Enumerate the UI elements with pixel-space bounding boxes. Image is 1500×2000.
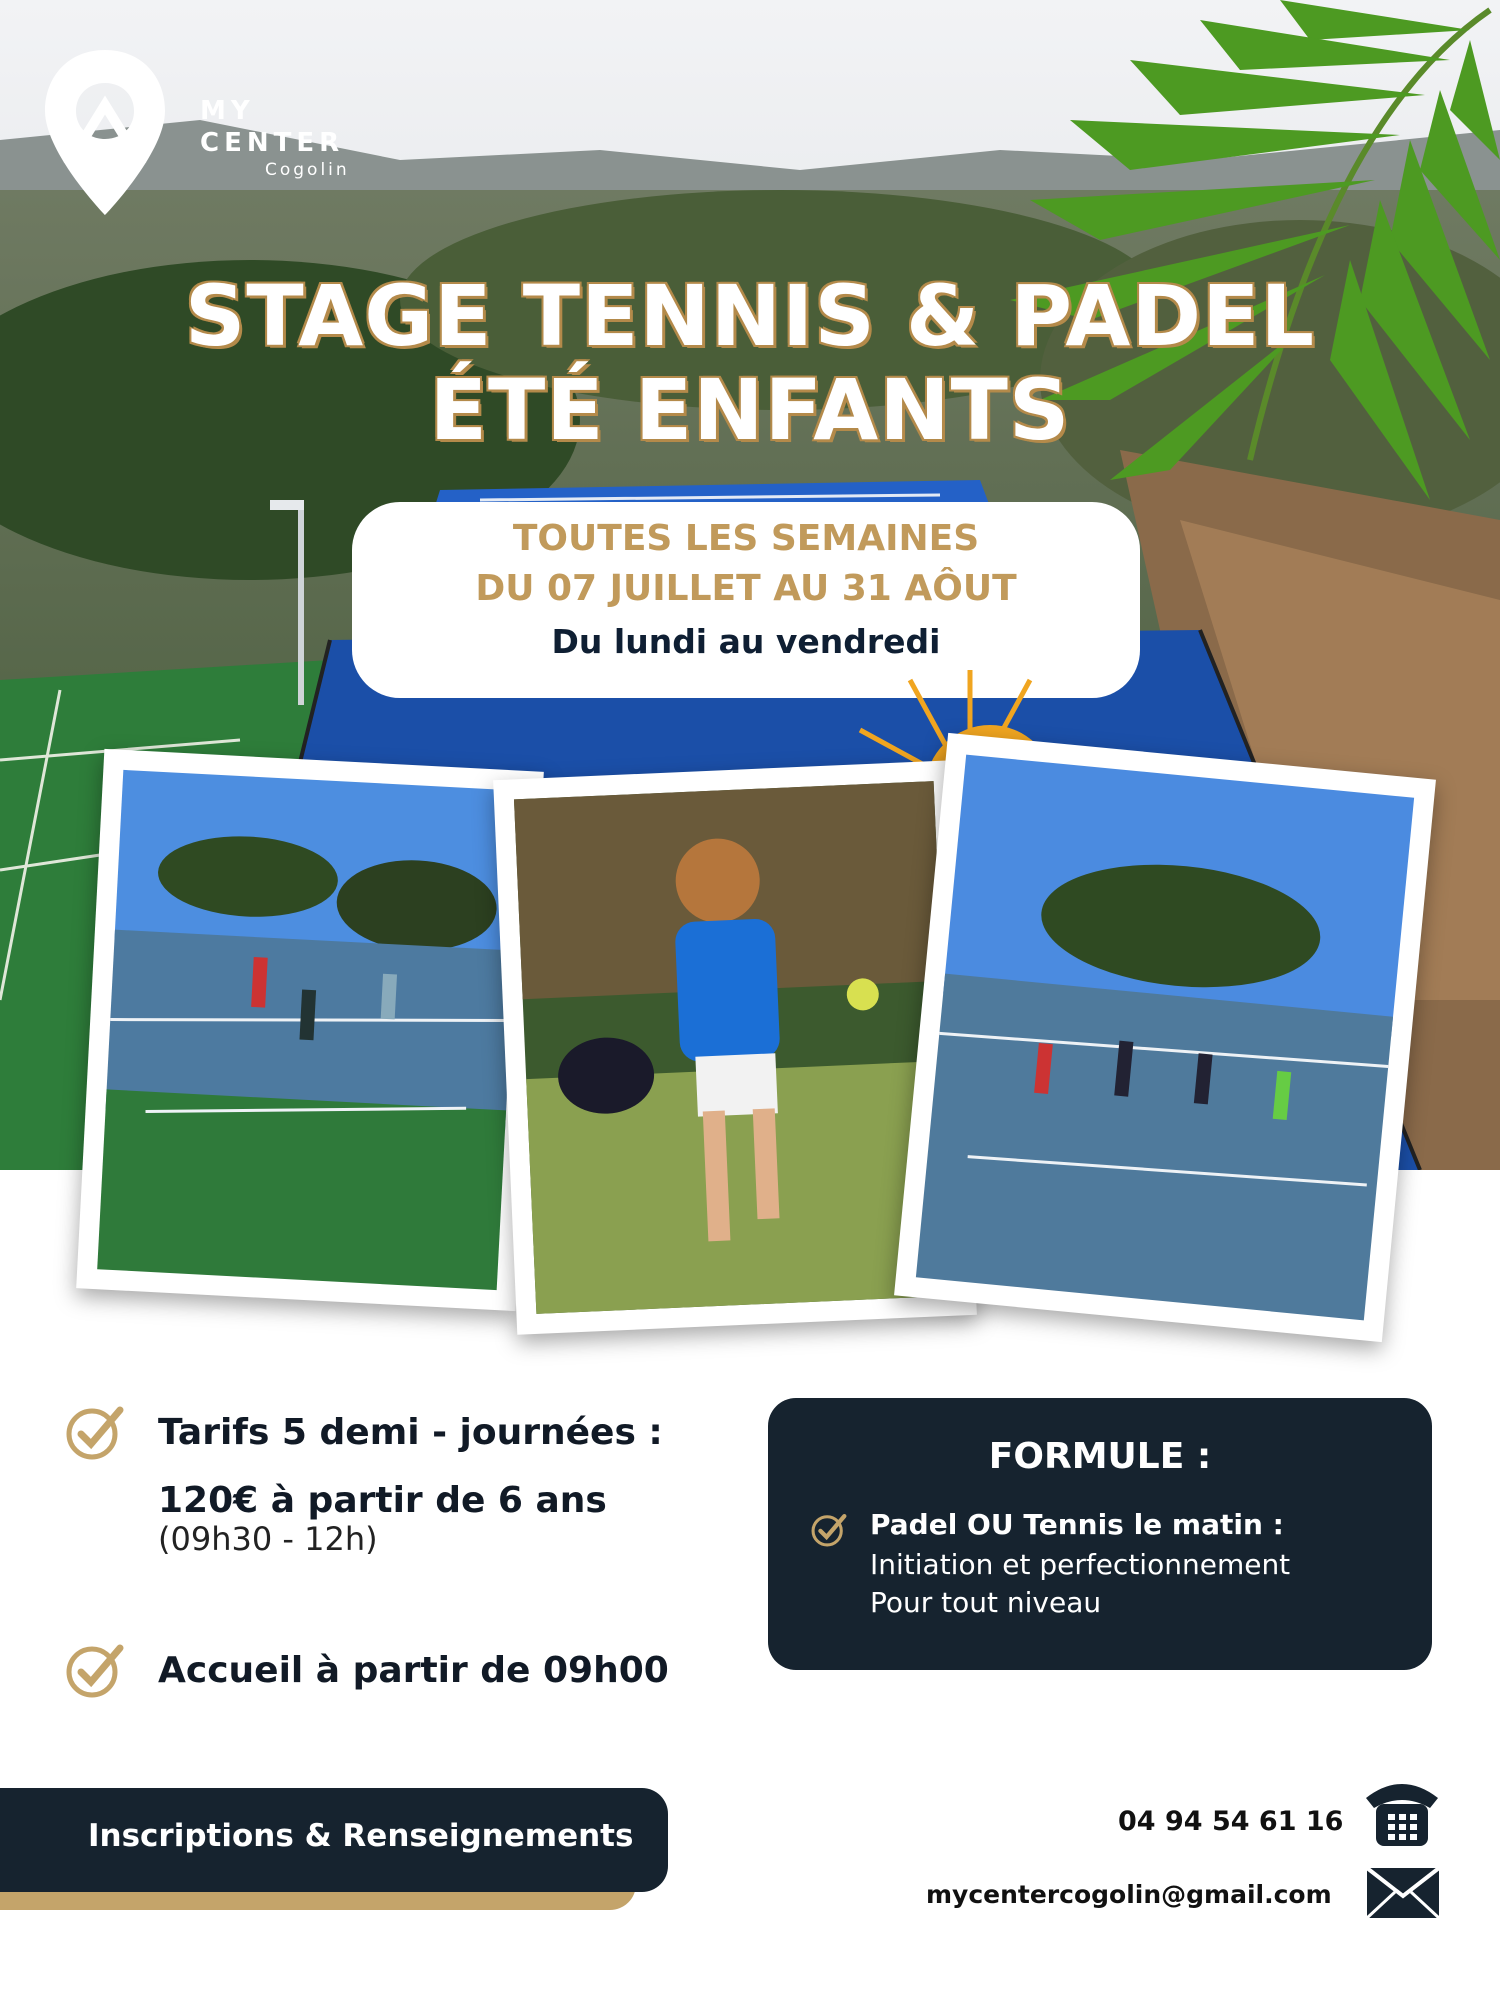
hours: (09h30 - 12h)	[158, 1520, 378, 1558]
photo-tennis-court-right	[894, 733, 1436, 1342]
dates-line3: Du lundi au vendredi	[551, 622, 941, 661]
page-title-line1: STAGE TENNIS & PADEL	[184, 267, 1316, 365]
envelope-icon	[1365, 1864, 1441, 1922]
formule-item-title: Padel OU Tennis le matin :	[870, 1508, 1284, 1541]
brand-logo	[40, 45, 420, 225]
formule-title: FORMULE :	[988, 1436, 1212, 1477]
dates-line2: DU 07 JUILLET AU 31 AÔUT	[475, 568, 1017, 609]
formule-box	[768, 1398, 1432, 1670]
phone-number[interactable]: 04 94 54 61 16	[1118, 1806, 1344, 1837]
inscriptions-label: Inscriptions & Renseignements	[88, 1818, 634, 1854]
price: 120€ à partir de 6 ans	[158, 1480, 607, 1521]
check-icon	[64, 1400, 126, 1462]
dates-line1: TOUTES LES SEMAINES	[512, 518, 980, 559]
page-title-line2: ÉTÉ ENFANTS	[429, 361, 1071, 459]
email-address[interactable]: mycentercogolin@gmail.com	[926, 1880, 1332, 1909]
check-icon	[64, 1638, 126, 1700]
accueil-text: Accueil à partir de 09h00	[158, 1650, 669, 1691]
telephone-icon	[1362, 1770, 1442, 1850]
check-icon	[810, 1510, 848, 1548]
photo-tennis-court-left	[76, 749, 544, 1311]
location-pin-icon	[40, 45, 170, 225]
logo-city: Cogolin	[265, 160, 350, 180]
formule-item-line1: Initiation et perfectionnement	[870, 1548, 1291, 1581]
inscriptions-banner	[0, 1788, 668, 1892]
logo-center: CENTER	[200, 128, 345, 158]
tarifs-label: Tarifs 5 demi - journées :	[158, 1412, 663, 1453]
formule-item-line2: Pour tout niveau	[870, 1586, 1102, 1619]
logo-my: MY	[200, 96, 255, 126]
